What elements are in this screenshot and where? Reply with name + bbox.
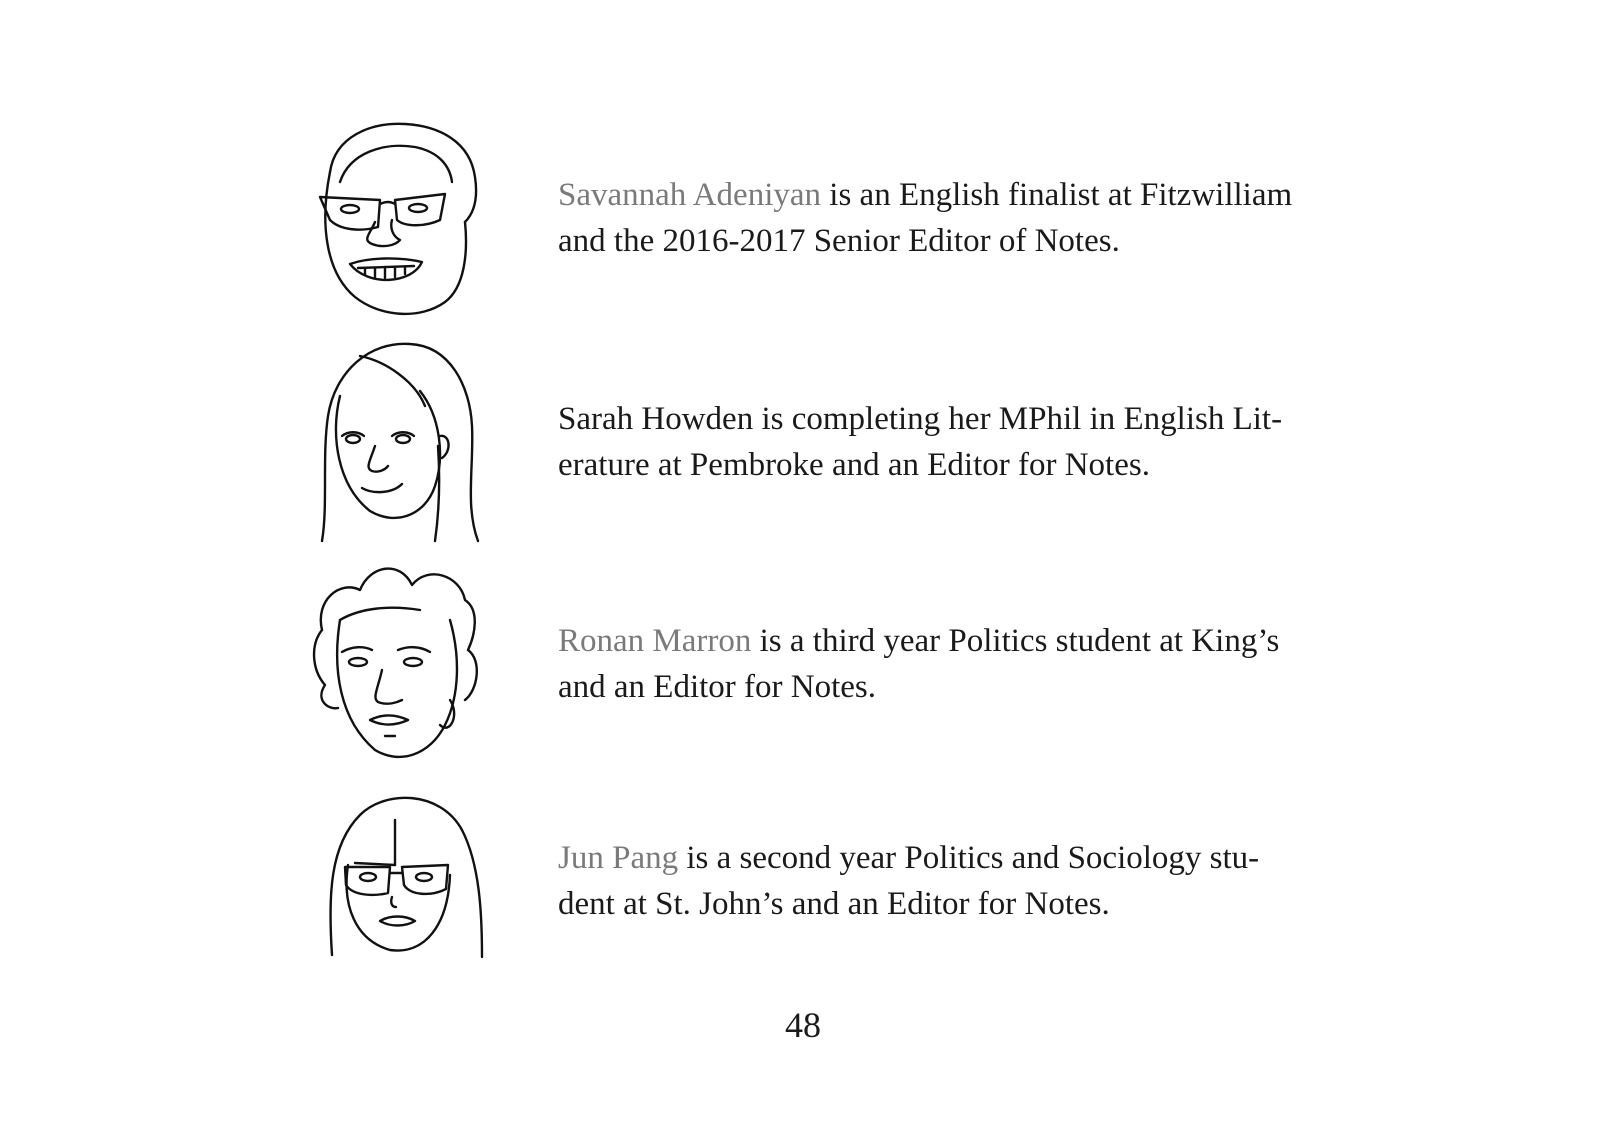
bio-text [558, 618, 1338, 710]
bio-line: and the 2016-2017 Senior Editor of Notes. [558, 223, 1120, 259]
bio-line: is a third year Politics student at King’s [751, 623, 1280, 659]
contributor-entry [300, 112, 1340, 322]
bio-line: Sarah Howden is completing her MPhil in English Lit- [558, 401, 1283, 437]
bio-text [558, 396, 1338, 488]
contributor-entry [300, 560, 1340, 770]
contributor-entry [300, 336, 1340, 546]
page-number: 48 [785, 1005, 821, 1045]
contributor-entry [300, 785, 1340, 995]
contributor-name: Jun Pang [558, 840, 679, 876]
bio-line: is a second year Politics and Sociology stu- [678, 840, 1260, 876]
contributor-name: Savannah Adeniyan [558, 177, 822, 213]
bio-text [558, 835, 1338, 927]
bio-line: erature at Pembroke and an Editor for Notes. [558, 447, 1150, 483]
bio-line: is an English finalist at Fitzwilliam [821, 177, 1293, 213]
bio-line: and an Editor for Notes. [558, 669, 876, 705]
portrait-illustration [300, 560, 500, 770]
contributor-name: Ronan Marron [558, 623, 752, 659]
portrait-illustration [300, 785, 500, 995]
portrait-illustration [300, 336, 500, 546]
bio-line: dent at St. John’s and an Editor for Notes. [558, 886, 1110, 922]
bio-text [558, 172, 1338, 264]
portrait-illustration [300, 112, 500, 322]
